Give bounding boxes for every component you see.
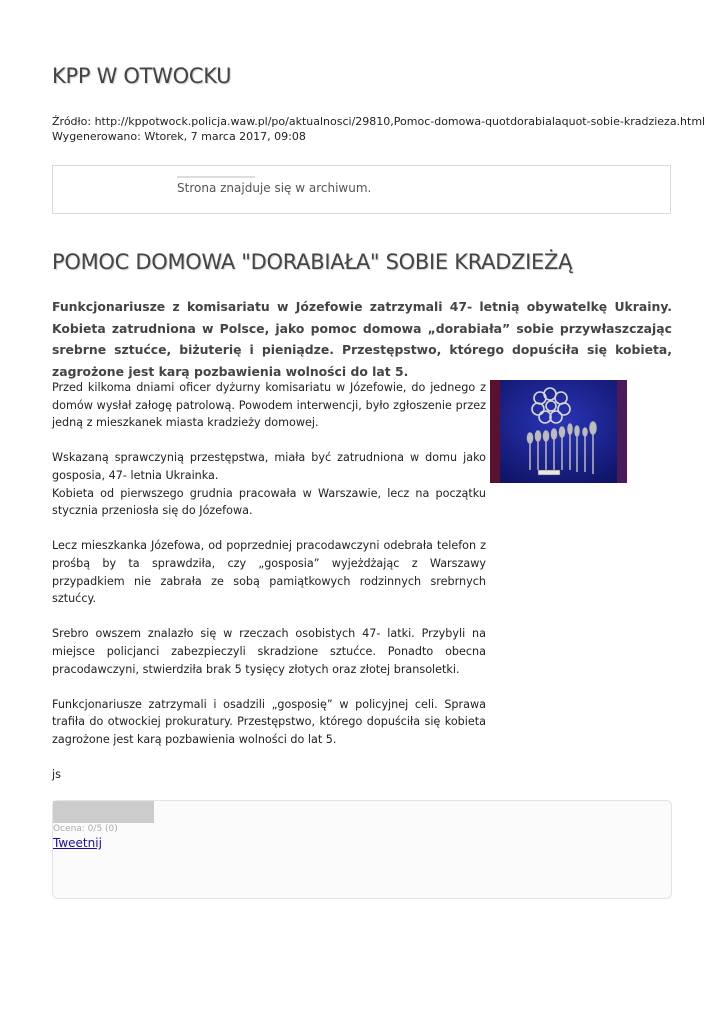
rating-stars[interactable] (53, 801, 154, 823)
article-title: POMOC DOMOWA "DORABIAŁA" SOBIE KRADZIEŻĄ (52, 250, 573, 274)
site-title: KPP W OTWOCKU (52, 64, 232, 88)
rating-text: Ocena: 0/5 (0) (53, 824, 118, 834)
article-lead: Funkcjonariusze z komisariatu w Józefowie zatrzymali 47- letnią obywatelkę Ukrainy. Kobieta zatrudniona w Polsce, jako pomoc domowa „dorabiała” sobie przywłaszczając srebrne sztućce, biżuterię i pieniądze. Przestępstwo, którego dopuściła się kobieta, zagrożone jest karą pozbawienia wolności do lat 5. (52, 299, 672, 379)
article-signature: js (52, 768, 61, 782)
source-url: Źródło: http://kppotwock.policja.waw.pl/po/aktualnosci/29810,Pomoc-domowa-quotdorabialaquot-sobie-kradzieza.html (52, 115, 706, 128)
article-paragraph-group (52, 449, 486, 519)
generated-date: Wygenerowano: Wtorek, 7 marca 2017, 09:08 (52, 130, 306, 143)
article-paragraph: Lecz mieszkanka Józefowa, od poprzedniej pracodawczyni odebrała telefon z prośbą by ta sprawdziła, czy „gosposia” wyjeżdżając z Warszawy przypadkiem nie zabrała ze sobą pamiątkowych rodzinnych srebrnych sztućcy. (52, 539, 486, 606)
article-paragraph: Wskazaną sprawczynią przestępstwa, miała być zatrudniona w domu jako gosposia, 47- letnia Ukrainka. (52, 451, 486, 482)
article-paragraph: Srebro owszem znalazło się w rzeczach osobistych 47- latki. Przybyli na miejsce policjanci zabezpieczyli skradzione sztućce. Ponadto obecna pracodawczyni, stwierdziła brak 5 tysięcy złotych oraz złotej bransoletki. (52, 627, 486, 676)
article-paragraph: Przed kilkoma dniami oficer dyżurny komisariatu w Józefowie, do jednego z domów wysłał załogę patrolową. Powodem interwencji, było zgłoszenie przez jedną z mieszkanek miasta kradzieży domowej. (52, 381, 486, 430)
article-paragraph: Kobieta od pierwszego grudnia pracowała w Warszawie, lecz na początku stycznia przeniosła się do Józefowa. (52, 486, 486, 518)
source-info (52, 114, 705, 144)
archive-notice: Strona znajduje się w archiwum. (177, 181, 372, 195)
article-body (52, 379, 486, 801)
archive-divider (177, 176, 255, 178)
article-photo[interactable] (490, 380, 627, 483)
article-paragraph: Funkcjonariusze zatrzymali i osadzili „gosposię” w policyjnej celi. Sprawa trafiła do otwockiej prokuratury. Przestępstwo, którego dopuściła się kobieta zagrożone jest karą pozbawienia wolności do lat 5. (52, 697, 486, 746)
tweet-link[interactable]: Tweetnij (53, 836, 102, 850)
archive-notice-box (52, 165, 671, 214)
rating-box (52, 800, 672, 899)
